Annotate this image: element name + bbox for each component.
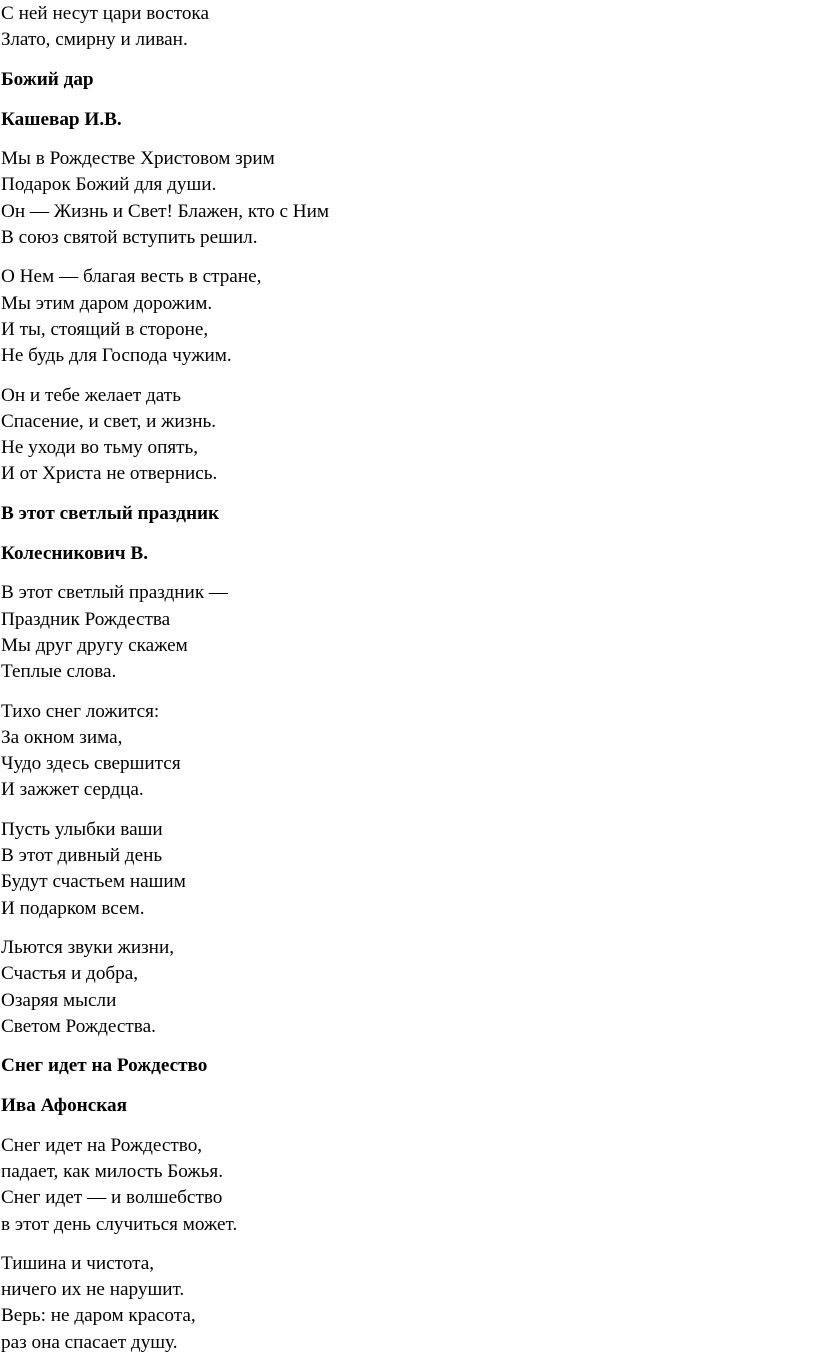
poem-line: Будут счастьем нашим	[1, 871, 186, 893]
poem-line: Верь: не даром красота,	[1, 1305, 196, 1327]
poem-line: Озаряя мысли	[1, 989, 117, 1011]
poem-line: Праздник Рождества	[1, 608, 171, 630]
poem-title: Божий дар	[1, 68, 94, 90]
poem-line: Спасение, и свет, и жизнь.	[1, 410, 217, 432]
poem-line: Снег идет — и волшебство	[1, 1187, 223, 1209]
poem-line: Теплые слова.	[1, 661, 117, 683]
poem-line: Не уходи во тьму опять,	[1, 437, 199, 459]
poem-line: За окном зима,	[1, 726, 123, 748]
poem-line: Тишина и чистота,	[1, 1252, 155, 1274]
poem-line: Мы в Рождестве Христовом зрим	[1, 148, 275, 170]
poem-line: Снег идет на Рождество,	[1, 1134, 203, 1156]
poem-line: ничего их не нарушит.	[1, 1279, 185, 1301]
poem-line: раз она спасает душу.	[1, 1331, 178, 1353]
stanza	[1, 146, 816, 251]
poem-line: Счастья и добра,	[1, 963, 139, 985]
poem-line: И подарком всем.	[1, 897, 145, 919]
stanza	[1, 383, 816, 488]
poem-line: Чудо здесь свершится	[1, 753, 181, 775]
poem-line: Он и тебе желает дать	[1, 384, 181, 406]
poem-line: И ты, стоящий в стороне,	[1, 318, 209, 340]
poem-title: В этот светлый праздник	[1, 502, 220, 524]
poem-line: Мы друг другу скажем	[1, 634, 188, 656]
poem-line: Тихо снег ложится:	[1, 700, 160, 722]
poem-line: Пусть улыбки ваши	[1, 818, 163, 840]
intro-stanza	[1, 1, 816, 54]
poem-line: Он — Жизнь и Свет! Блажен, кто с Ним	[1, 200, 330, 222]
stanza	[1, 1251, 816, 1356]
poem-line: Злато, смирну и ливан.	[1, 29, 188, 51]
poem-line: Не будь для Господа чужим.	[1, 345, 232, 367]
poem-line: падает, как милость Божья.	[1, 1160, 224, 1182]
stanza	[1, 580, 816, 685]
poem-line: в этот день случиться может.	[1, 1213, 238, 1235]
poem-line: С ней несут цари востока	[1, 3, 209, 24]
stanza	[1, 1133, 816, 1238]
poem-line: В союз святой вступить решил.	[1, 227, 258, 249]
poem-line: Льются звуки жизни,	[1, 936, 175, 958]
stanza	[1, 935, 816, 1040]
poem-line: И зажжет сердца.	[1, 779, 144, 801]
poem-line: Мы этим даром дорожим.	[1, 292, 213, 314]
poem-line: О Нем — благая весть в стране,	[1, 266, 262, 288]
poem-author: Ива Афонская	[1, 1095, 127, 1117]
stanza	[1, 817, 816, 922]
stanza	[1, 699, 816, 804]
stanza	[1, 264, 816, 369]
poem-author: Колесникович В.	[1, 543, 148, 565]
poem-line: Светом Рождества.	[1, 1015, 156, 1037]
poem-line: И от Христа не отвернись.	[1, 463, 218, 485]
poem-line: В этот дивный день	[1, 845, 163, 867]
poem-author: Кашевар И.В.	[1, 108, 122, 130]
poem-line: В этот светлый праздник —	[1, 582, 229, 604]
poem-line: Подарок Божий для души.	[1, 174, 217, 196]
poem-title: Снег идет на Рождество	[1, 1055, 208, 1077]
